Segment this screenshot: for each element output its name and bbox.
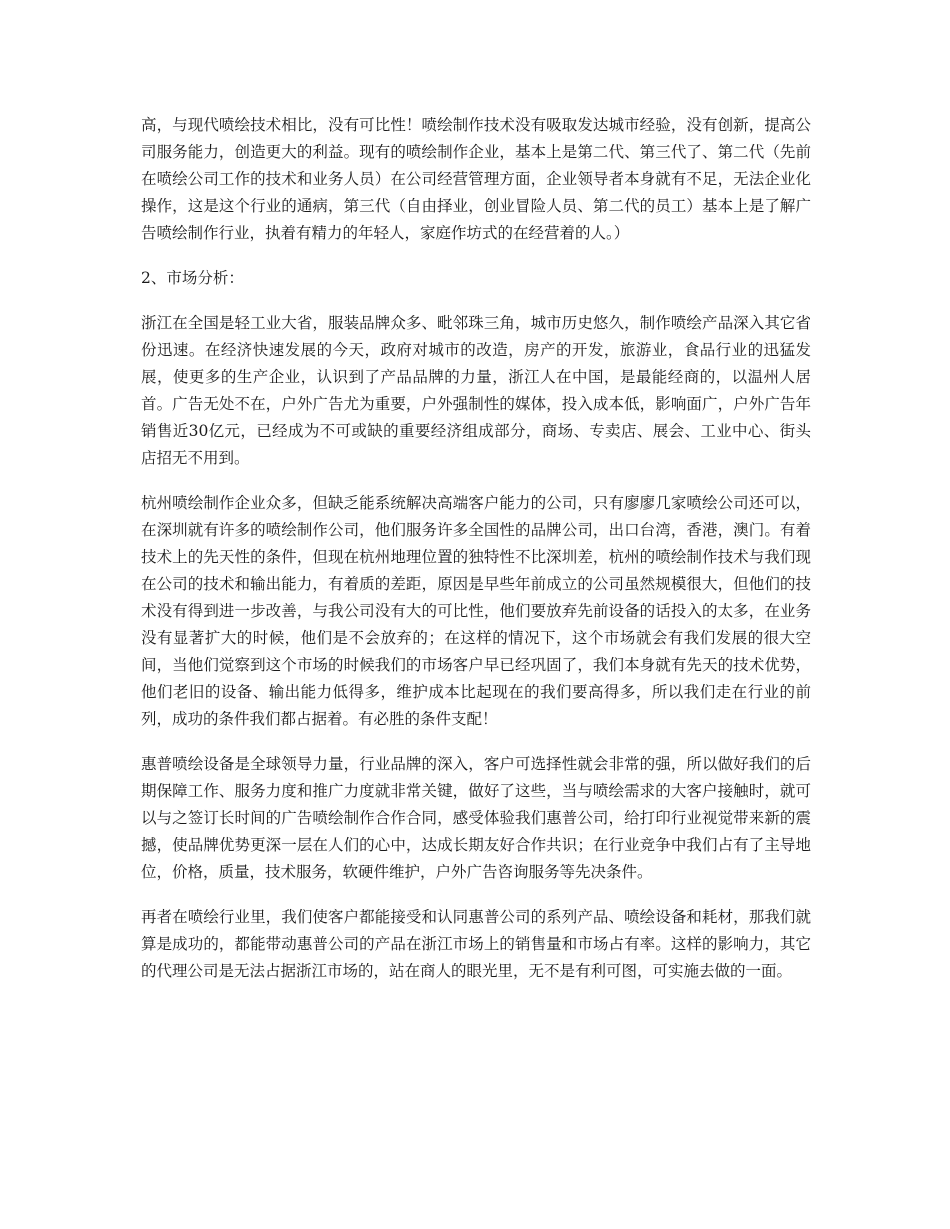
paragraph-industry-status: 高，与现代喷绘技术相比，没有可比性！喷绘制作技术没有吸取发达城市经验，没有创新，提高公司服务能力，创造更大的利益。现有的喷绘制作企业，基本上是第二代、第三代了、第二代（先前在喷绘公司工作的技术和业务人员）在公司经营管理方面，企业领导者本身就有不足，无法企业化操作，这是这个行业的通病，第三代（自由择业，创业冒险人员、第二代的员工）基本上是了解广告喷绘制作行业，执着有精力的年轻人，家庭作坊式的在经营着的人。） <box>141 116 811 242</box>
paragraph-hangzhou-competition: 杭州喷绘制作企业众多，但缺乏能系统解决高端客户能力的公司，只有廖廖几家喷绘公司还可以，在深圳就有许多的喷绘制作公司，他们服务许多全国性的品牌公司，出口台湾，香港，澳门。有着技术上的先天性的条件，但现在杭州地理位置的独特性不比深圳差，杭州的喷绘制作技术与我们现在公司的技术和输出能力，有着质的差距，原因是早些年前成立的公司虽然规模很大，但他们的技术没有得到进一步改善，与我公司没有大的可比性，他们要放弃先前设备的话投入的太多，在业务没有显著扩大的时候，他们是不会放弃的；在这样的情况下，这个市场就会有我们发展的很大空间，当他们觉察到这个市场的时候我们的市场客户早已经巩固了，我们本身就有先天的技术优势，他们老旧的设备、输出能力低得多，维护成本比起现在的我们要高得多，所以我们走在行业的前列，成功的条件我们都占据着。有必胜的条件支配！ <box>141 494 811 728</box>
document-body <box>141 112 811 1003</box>
paragraph-zhejiang-market: 浙江在全国是轻工业大省，服装品牌众多、毗邻珠三角，城市历史悠久，制作喷绘产品深入其它省份迅速。在经济快速发展的今天，政府对城市的改造，房产的开发，旅游业，食品行业的迅猛发展，使更多的生产企业，认识到了产品品牌的力量，浙江人在中国，是最能经商的，以温州人居首。广告无处不在，户外广告尤为重要，户外强制性的媒体，投入成本低，影响面广，户外广告年销售近30亿元，已经成为不可或缺的重要经济组成部分，商场、专卖店、展会、工业中心、街头店招无不用到。 <box>141 314 811 467</box>
paragraph-conclusion: 再者在喷绘行业里，我们使客户都能接受和认同惠普公司的系列产品、喷绘设备和耗材，那我们就算是成功的，都能带动惠普公司的产品在浙江市场上的销售量和市场占有率。这样的影响力，其它的代理公司是无法占据浙江市场的，站在商人的眼光里，无不是有利可图，可实施去做的一面。 <box>141 908 811 980</box>
paragraph-hp-equipment: 惠普喷绘设备是全球领导力量，行业品牌的深入，客户可选择性就会非常的强，所以做好我们的后期保障工作、服务力度和推广力度就非常关键，做好了这些，当与喷绘需求的大客户接触时，就可以与之签订长时间的广告喷绘制作合作合同，感受体验我们惠普公司，给打印行业视觉带来新的震撼，使品牌优势更深一层在人们的心中，达成长期友好合作共识；在行业竞争中我们占有了主导地位，价格，质量，技术服务，软硬件维护，户外广告咨询服务等先决条件。 <box>141 755 811 881</box>
section-heading-market-analysis: 2、市场分析： <box>141 269 244 287</box>
